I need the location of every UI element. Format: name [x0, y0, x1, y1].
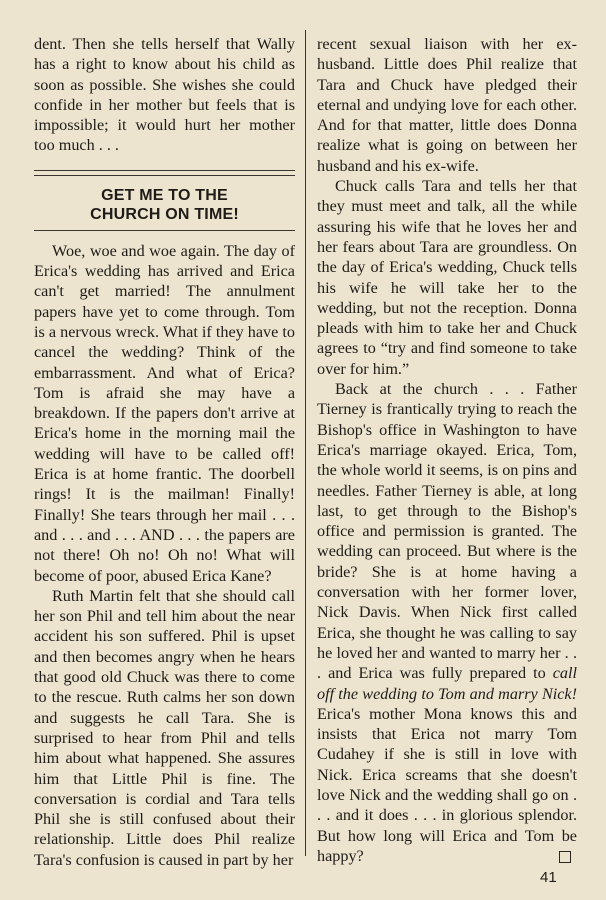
- column-rule: [305, 30, 306, 856]
- left-column: [34, 34, 295, 870]
- church-text-end: Erica's mother Mona knows this and insists that Erica not marry Tom Cudahey if she is still in love with Nick. Erica screams that she doesn't love Nick and the wedding shall go on . . . and it does . . . in glorious splendor. But how long will Erica and Tom be happy?: [317, 704, 577, 865]
- section-divider-bottom: [34, 230, 295, 231]
- church-paragraph: [317, 379, 577, 866]
- headline-line-1: GET ME TO THE: [101, 186, 228, 204]
- right-column: [317, 34, 577, 866]
- liaison-paragraph: recent sexual liaison with her ex-husband. Little does Phil realize that Tara and Chuck have pledged their eternal and undying love for each other. And for that matter, little does Donna realize what is going on between her husband and his ex-wife.: [317, 35, 577, 175]
- church-text-italic: call off the wedding to Tom and marry Nick!: [317, 664, 577, 703]
- section-divider-top: [34, 170, 295, 176]
- headline-line-2: CHURCH ON TIME!: [90, 205, 239, 223]
- chuck-paragraph: Chuck calls Tara and tells her that they must meet and talk, all the while assuring his wife that he loves her and her fears about Tara are groundless. On the day of Erica's wedding, Chuck tells his wife he will take her to the wedding, but not the reception. Donna pleads with him to take her and Chuck agrees to “try and find someone to take over for him.”: [317, 177, 577, 378]
- section-headline: [34, 186, 295, 224]
- intro-paragraph: dent. Then she tells herself that Wally has a right to know about his child as soon as possible. She wishes she could confide in her mother but feels that is impossible; it would hurt her mother too much . . .: [34, 35, 295, 155]
- ruth-paragraph: Ruth Martin felt that she should call her son Phil and tell him about the near accident his son suffered. Phil is upset and then becomes angry when he hears that good old Chuck was there to come to the rescue. Ruth calms her son down and suggests he call Tara. She is surprised to hear from Phil and tells him about what happened. She assures him that Little Phil is fine. The conversation is cordial and Tara tells Phil she is still confused about their relationship. Little does Phil realize Tara's confusion is caused in part by her: [34, 586, 295, 869]
- page-number: 41: [540, 869, 557, 886]
- end-mark-icon: [559, 851, 571, 863]
- wedding-paragraph: Woe, woe and woe again. The day of Erica's wedding has arrived and Erica can't get married! The annulment papers have yet to come through. Tom is a nervous wreck. What if they have to cancel the wedding? Think of the embarrassment. And what of Erica? Tom is afraid she may have a breakdown. If the papers don't arrive at Erica's home in the morning mail the wedding will have to be called off! Erica is at home frantic. The doorbell rings! It is the mailman! Finally! Finally! She tears through her mail . . . and . . . and . . . AND . . . the papers are not there! Oh no! Oh no! What will become of poor, abused Erica Kane?: [34, 241, 295, 585]
- church-text-start: Back at the church . . . Father Tierney is frantically trying to reach the Bishop's office in Washington to have Erica's marriage okayed. Erica, Tom, the whole world it seems, is on pins and needles. Father Tierney is able, at long last, to get through to the Bishop's office and permission is granted. The wedding can proceed. But where is the bride? She is at home having a conversation with her former lover, Nick Davis. When Nick first called Erica, she thought he was calling to say he loved her and wanted to marry her . . . and Erica was fully prepared to: [317, 380, 577, 683]
